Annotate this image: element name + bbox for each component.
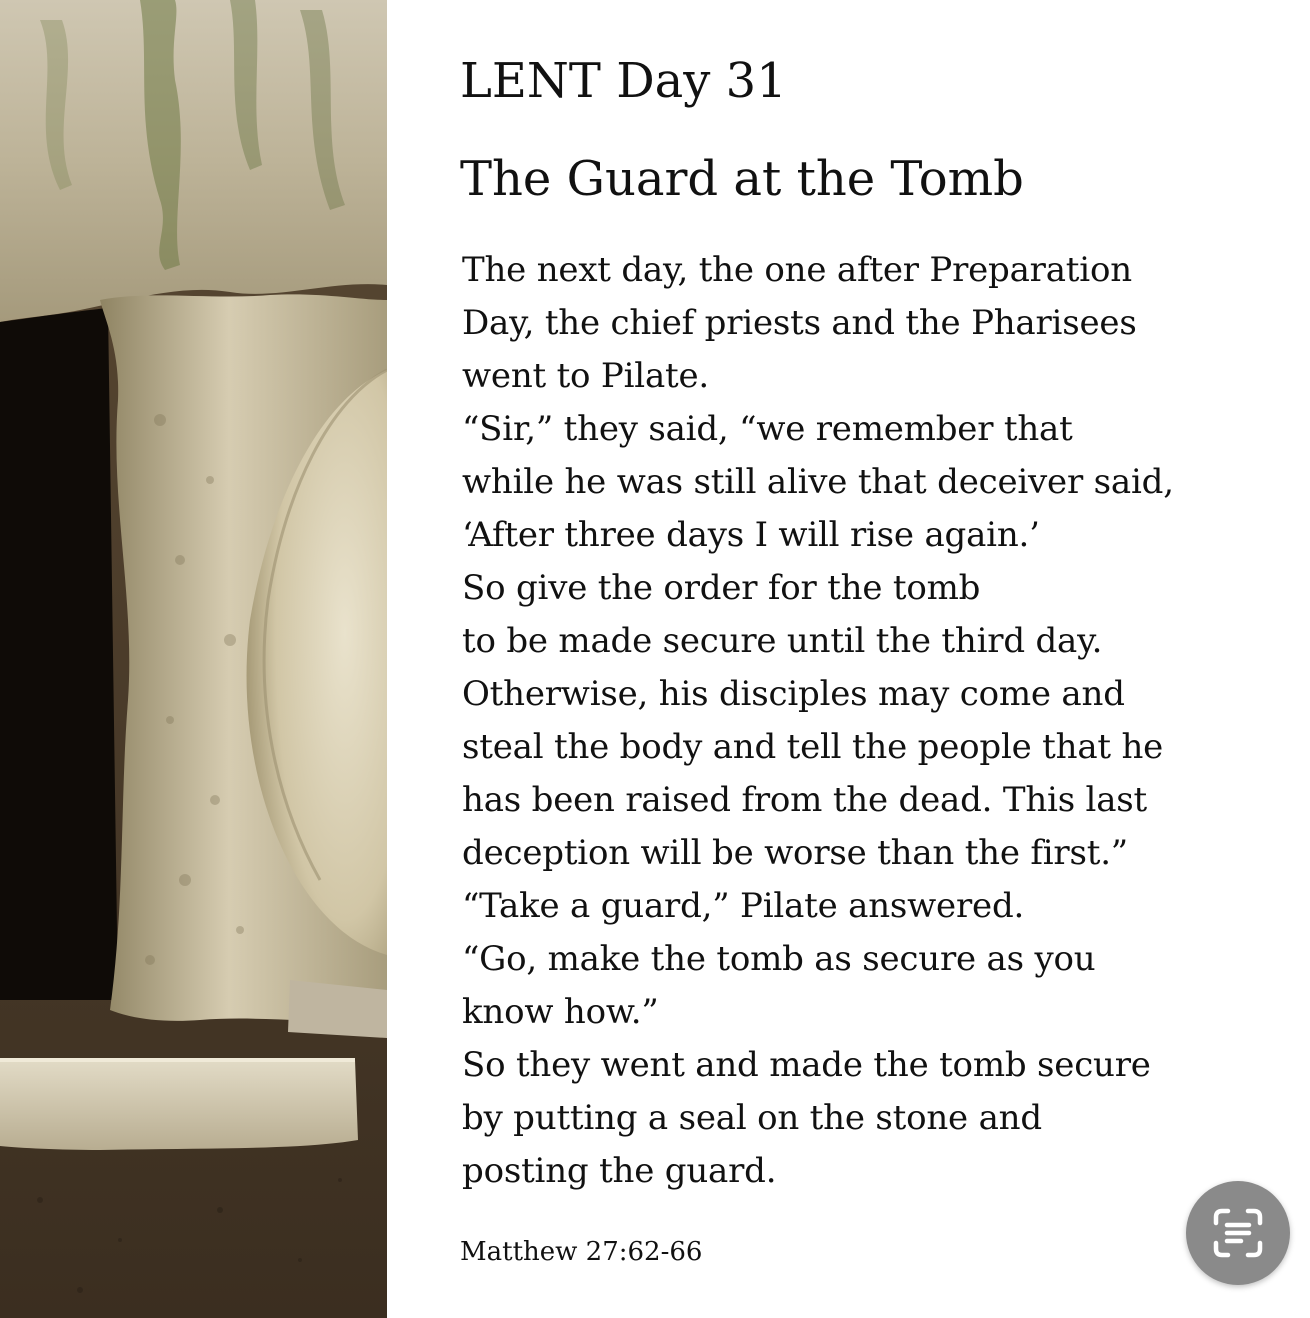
passage-line: So give the order for the tomb — [462, 568, 981, 608]
live-text-scan-button[interactable] — [1186, 1181, 1290, 1285]
passage-line: “Go, make the tomb as secure as you — [462, 939, 1096, 979]
passage-line: Otherwise, his disciples may come and — [462, 674, 1125, 714]
scripture-passage — [462, 244, 1302, 1198]
passage-line: know how.” — [462, 992, 659, 1032]
passage-heading: The Guard at the Tomb — [460, 151, 1024, 207]
passage-line: by putting a seal on the stone and — [462, 1098, 1042, 1138]
page-title: LENT Day 31 — [460, 53, 787, 109]
passage-line: has been raised from the dead. This last — [462, 780, 1148, 820]
passage-line: The next day, the one after Preparation — [462, 250, 1132, 290]
passage-line: ‘After three days I will rise again.’ — [462, 515, 1040, 555]
passage-line: while he was still alive that deceiver said, — [462, 462, 1174, 502]
passage-line: Day, the chief priests and the Pharisees — [462, 303, 1137, 343]
passage-line: posting the guard. — [462, 1151, 777, 1191]
passage-line: So they went and made the tomb secure — [462, 1045, 1151, 1085]
passage-line: to be made secure until the third day. — [462, 621, 1103, 661]
scripture-reference: Matthew 27:62-66 — [460, 1237, 703, 1267]
passage-line: deception will be worse than the first.” — [462, 833, 1128, 873]
passage-line: “Take a guard,” Pilate answered. — [462, 886, 1025, 926]
passage-line: “Sir,” they said, “we remember that — [462, 409, 1073, 449]
live-text-scan-icon — [1208, 1203, 1268, 1263]
passage-line: steal the body and tell the people that he — [462, 727, 1164, 767]
passage-line: went to Pilate. — [462, 356, 710, 396]
tomb-photo — [0, 0, 387, 1318]
